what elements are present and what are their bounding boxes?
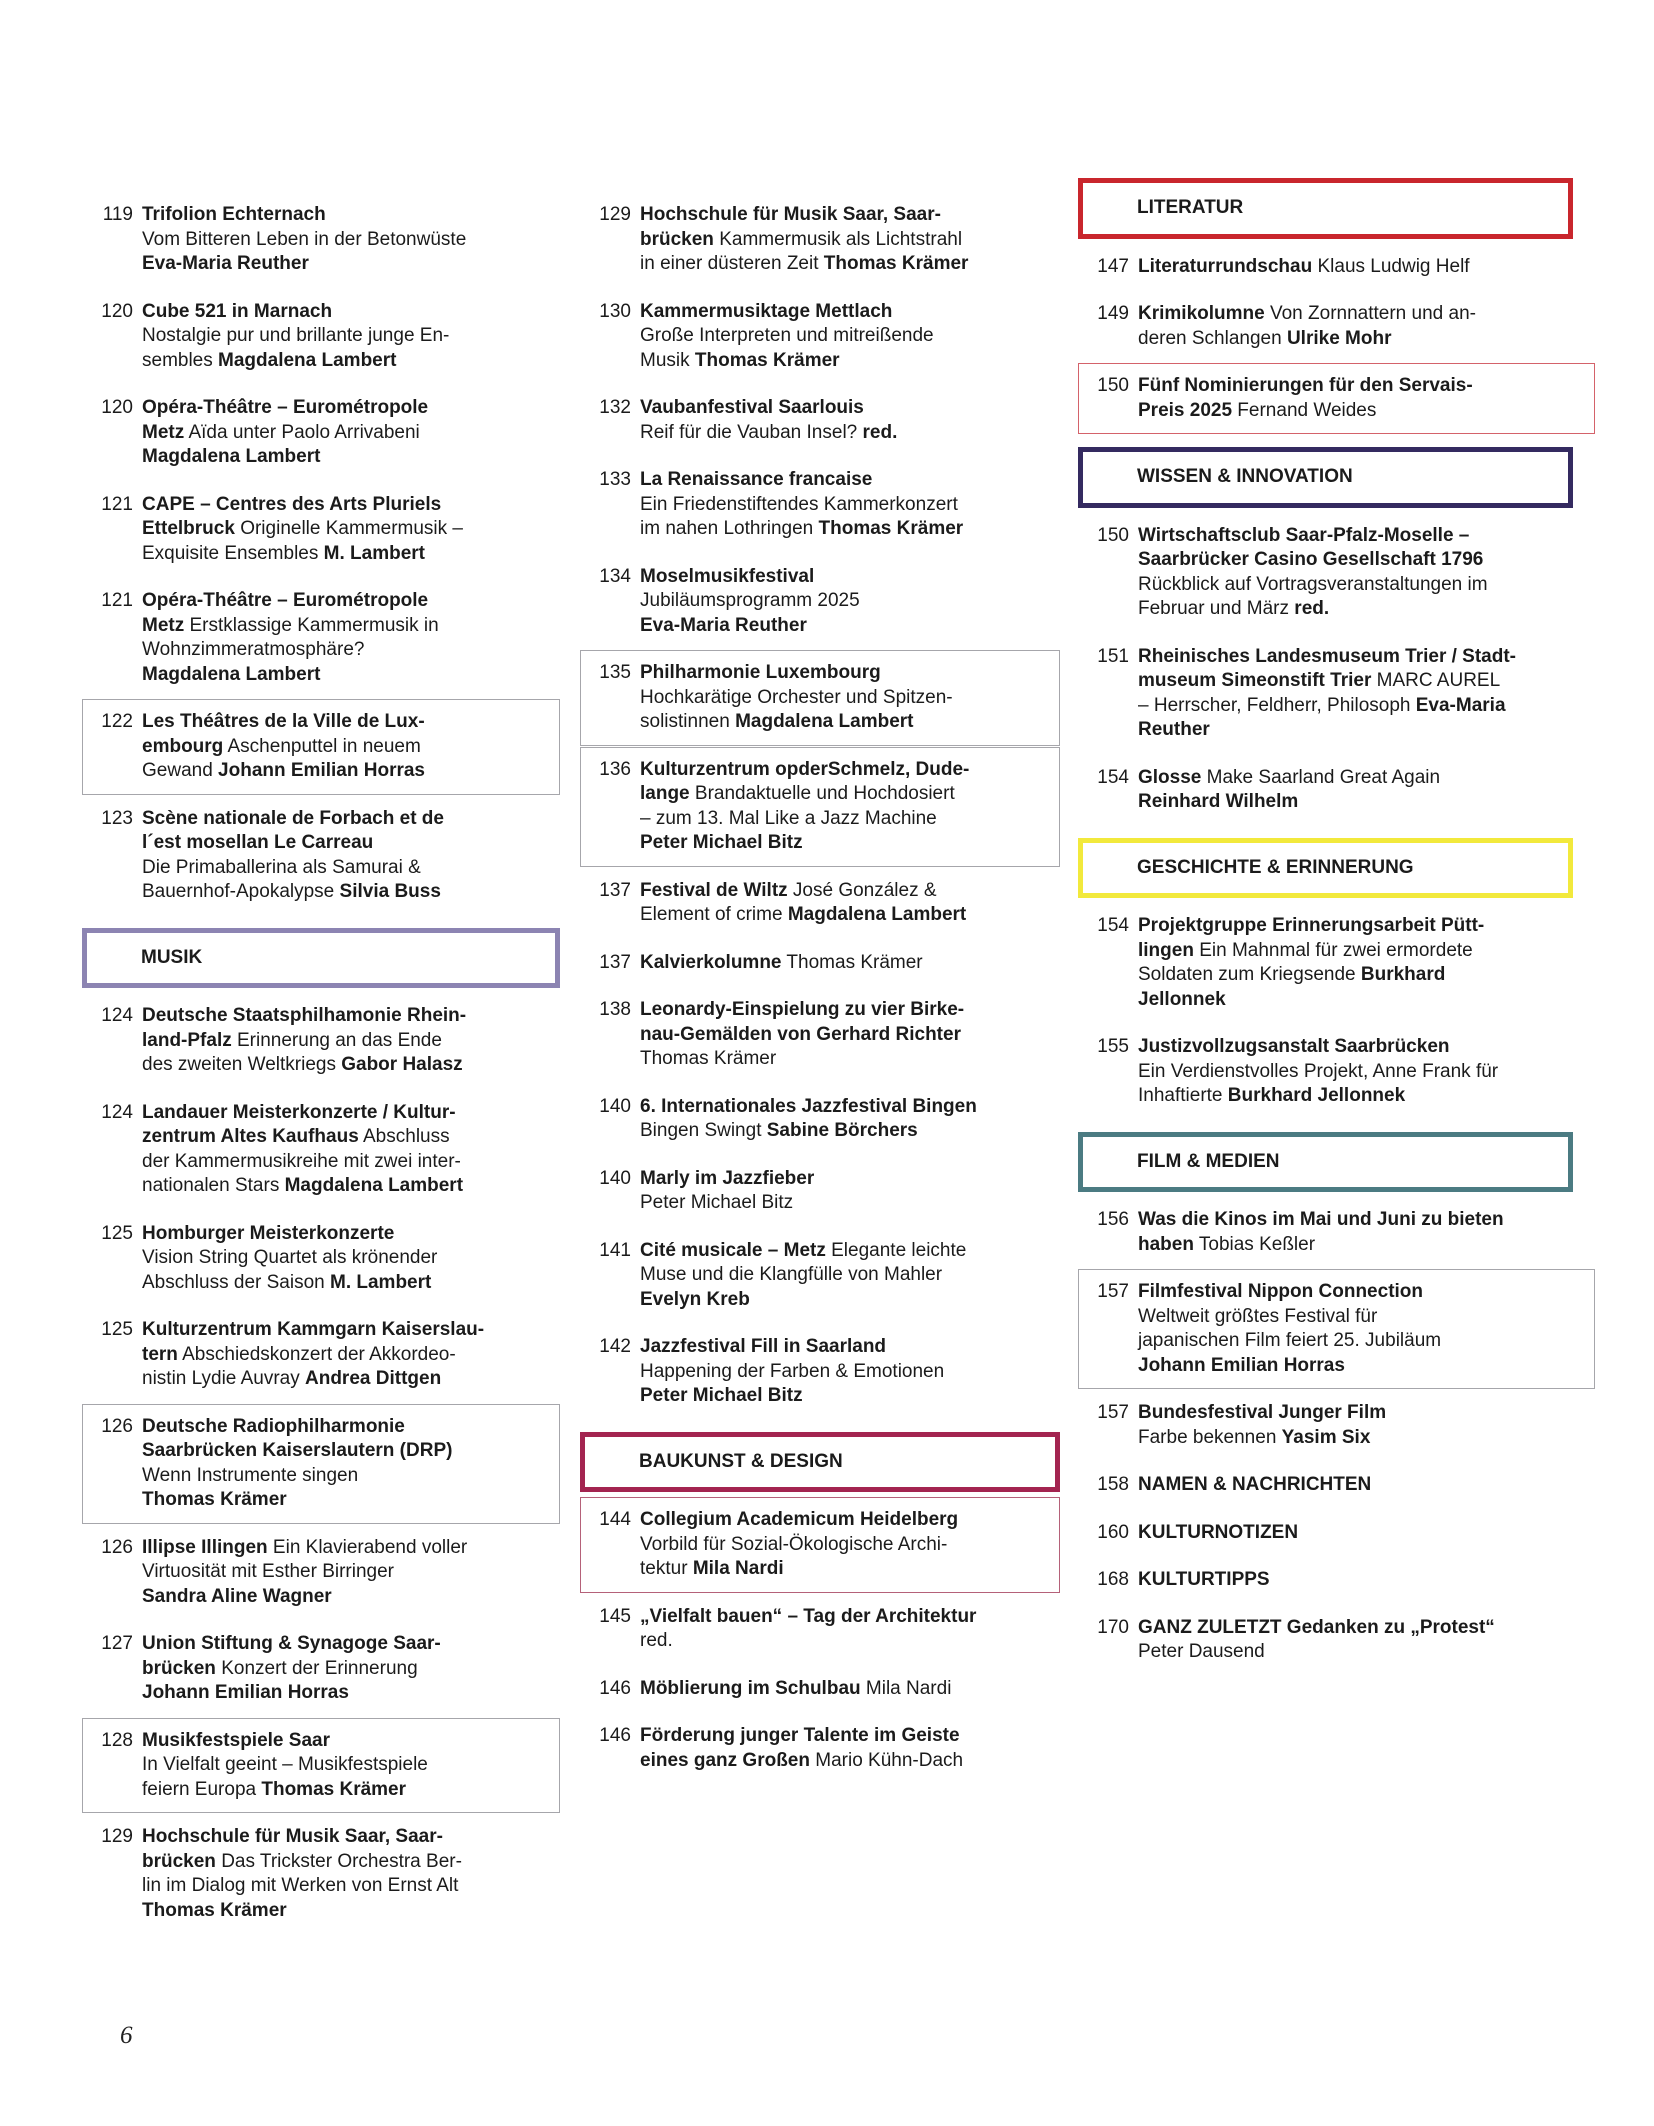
entry-text — [1138, 255, 1595, 280]
toc-entry — [586, 468, 1060, 542]
entry-line: Justizvollzugsanstalt Saarbrücken — [1138, 1036, 1450, 1057]
entry-page-number: 160 — [1097, 1521, 1129, 1543]
entry-line: Virtuosität mit Esther Birringer — [142, 1561, 395, 1582]
toc-entry — [88, 1222, 560, 1296]
entry-line: brücken Konzert der Erinnerung — [142, 1657, 418, 1679]
entry-page-number: 124 — [101, 1005, 133, 1026]
entry-line: Deutsche Staatsphilhamonie Rhein- — [142, 1005, 467, 1026]
entry-line: Union Stiftung & Synagoge Saar- — [142, 1633, 441, 1654]
toc-entry — [88, 396, 560, 470]
entry-text — [142, 1222, 560, 1296]
entry-text — [142, 396, 560, 470]
entry-line: Wirtschaftsclub Saar-Pfalz-Moselle – — [1138, 524, 1470, 546]
entry-line: Bundesfestival Junger Film — [1138, 1402, 1387, 1423]
entry-text — [142, 1536, 560, 1610]
entry-line: Homburger Meisterkonzerte — [142, 1222, 395, 1244]
entry-page-number: 120 — [101, 397, 133, 418]
entry-line: japanischen Film feiert 25. Jubiläum — [1138, 1330, 1442, 1351]
entry-text — [1138, 1473, 1595, 1498]
entry-line: Johann Emilian Horras — [142, 1682, 349, 1703]
entry-line: Happening der Farben & Emotionen — [640, 1360, 945, 1382]
entry-page-number: 134 — [599, 565, 631, 587]
entry-text — [142, 493, 560, 567]
entry-line: Les Théâtres de la Ville de Lux- — [142, 711, 425, 732]
entry-line: Eva-Maria Reuther — [142, 253, 309, 274]
entry-line: Preis 2025 Fernand Weides — [1138, 399, 1377, 421]
toc-entry — [1084, 1208, 1595, 1257]
entry-line: KULTURTIPPS — [1138, 1569, 1270, 1590]
entry-line: Evelyn Kreb — [640, 1288, 750, 1310]
entry-line: Peter Michael Bitz — [640, 832, 803, 853]
section-header-film-medien — [1078, 1132, 1573, 1193]
entry-line: lingen Ein Mahnmal für zwei ermordete — [1138, 939, 1473, 961]
toc-entry — [1084, 1616, 1595, 1665]
entry-line: Marly im Jazzfieber — [640, 1167, 815, 1189]
entry-line: Wohnzimmeratmosphäre? — [142, 639, 365, 660]
entry-page-number: 149 — [1097, 303, 1129, 324]
entry-line: embourg Aschenputtel in neuem — [142, 735, 421, 757]
toc-entry — [1084, 914, 1595, 1012]
toc-entry — [586, 1335, 1060, 1409]
entry-line: Metz Erstklassige Kammermusik in — [142, 614, 439, 636]
entry-line: Krimikolumne Von Zornnattern und an- — [1138, 303, 1476, 324]
section-label: FILM & MEDIEN — [1137, 1150, 1280, 1172]
toc-entry — [586, 1677, 1060, 1702]
entry-line: land-Pfalz Erinnerung an das Ende — [142, 1029, 442, 1051]
entry-line: Peter Michael Bitz — [640, 1385, 803, 1406]
toc-entry — [82, 699, 560, 795]
entry-line: eines ganz Großen Mario Kühn-Dach — [640, 1749, 964, 1771]
entry-page-number: 140 — [599, 1167, 631, 1189]
entry-page-number: 121 — [101, 493, 133, 515]
entry-page-number: 135 — [599, 662, 631, 683]
entry-line: Exquisite Ensembles M. Lambert — [142, 542, 426, 564]
entry-line: Thomas Krämer — [142, 1489, 287, 1510]
entry-text — [142, 300, 560, 374]
entry-line: Cube 521 in Marnach — [142, 300, 333, 322]
toc-entry — [88, 1318, 560, 1392]
entry-page-number: 138 — [599, 999, 631, 1020]
entry-page-number: 123 — [101, 807, 133, 829]
entry-line: Peter Dausend — [1138, 1641, 1265, 1662]
toc-entry — [88, 1825, 560, 1923]
entry-line: red. — [640, 1630, 673, 1651]
entry-line: 6. Internationales Jazzfestival Bingen — [640, 1095, 977, 1117]
entry-line: Hochkarätige Orchester und Spitzen- — [640, 686, 953, 708]
entry-text — [640, 951, 1060, 976]
entry-line: Musikfestspiele Saar — [142, 1729, 330, 1751]
toc-entry — [580, 650, 1060, 746]
toc-entry — [88, 1101, 560, 1199]
entry-line: Große Interpreten und mitreißende — [640, 325, 934, 346]
toc-entry — [586, 300, 1060, 374]
entry-text — [640, 396, 1060, 445]
entry-page-number: 170 — [1097, 1616, 1129, 1638]
entry-text — [640, 565, 1060, 639]
entry-text — [142, 1825, 560, 1923]
entry-page-number: 125 — [101, 1319, 133, 1340]
toc-entry — [88, 1004, 560, 1078]
page-number: 6 — [120, 2022, 133, 2049]
toc-entry — [586, 1167, 1060, 1216]
entry-line: deren Schlangen Ulrike Mohr — [1138, 327, 1392, 349]
toc-entry — [88, 300, 560, 374]
entry-line: haben Tobias Keßler — [1138, 1233, 1316, 1255]
entry-line: tektur Mila Nardi — [640, 1558, 784, 1579]
entry-line: CAPE – Centres des Arts Pluriels — [142, 493, 442, 515]
entry-text — [142, 807, 560, 905]
toc-entry — [1078, 1269, 1595, 1389]
entry-page-number: 137 — [599, 879, 631, 901]
entry-page-number: 140 — [599, 1095, 631, 1117]
entry-line: der Kammermusikreihe mit zwei inter- — [142, 1150, 461, 1172]
entry-line: Illipse Illingen Ein Klavierabend voller — [142, 1536, 468, 1558]
entry-page-number: 154 — [1097, 766, 1129, 788]
entry-page-number: 158 — [1097, 1474, 1129, 1495]
entry-line: Opéra-Théâtre – Eurométropole — [142, 397, 429, 418]
toc-entry — [88, 203, 560, 277]
toc-entry — [1084, 1401, 1595, 1450]
entry-text — [640, 1335, 1060, 1409]
entry-line: KULTURNOTIZEN — [1138, 1521, 1299, 1543]
entry-line: solistinnen Magdalena Lambert — [640, 711, 914, 732]
entry-line: zentrum Altes Kaufhaus Abschluss — [142, 1126, 450, 1147]
entry-line: Jubiläumsprogramm 2025 — [640, 590, 860, 611]
entry-page-number: 156 — [1097, 1209, 1129, 1230]
toc-entry — [586, 1095, 1060, 1144]
entry-line: des zweiten Weltkriegs Gabor Halasz — [142, 1054, 463, 1075]
entry-page-number: 132 — [599, 397, 631, 418]
entry-text — [1138, 1280, 1590, 1378]
entry-text — [142, 710, 555, 784]
entry-page-number: 119 — [102, 204, 133, 225]
entry-page-number: 129 — [599, 204, 631, 225]
entry-text — [1138, 1035, 1595, 1109]
toc-entry — [1084, 1568, 1595, 1593]
entry-text — [640, 879, 1060, 928]
section-label: BAUKUNST & DESIGN — [639, 1450, 843, 1472]
toc-entry — [88, 589, 560, 687]
toc-entry — [88, 493, 560, 567]
entry-line: Saarbrücken Kaiserslautern (DRP) — [142, 1440, 453, 1461]
entry-line: sembles Magdalena Lambert — [142, 349, 397, 371]
entry-text — [142, 1318, 560, 1392]
entry-text — [640, 1239, 1060, 1313]
entry-text — [1138, 374, 1590, 423]
toc-entry — [580, 1497, 1060, 1593]
toc-entry — [586, 203, 1060, 277]
entry-line: Trifolion Echternach — [142, 204, 326, 225]
entry-page-number: 142 — [599, 1336, 631, 1357]
entry-page-number: 155 — [1097, 1036, 1129, 1057]
entry-line: Thomas Krämer — [640, 1048, 777, 1069]
entry-page-number: 125 — [101, 1222, 133, 1244]
toc-entry — [586, 1239, 1060, 1313]
entry-text — [142, 1632, 560, 1706]
entry-page-number: 133 — [599, 469, 631, 490]
toc-entry — [586, 1724, 1060, 1773]
entry-line: Moselmusikfestival — [640, 565, 815, 587]
toc-entry — [1084, 1035, 1595, 1109]
entry-line: Wenn Instrumente singen — [142, 1464, 359, 1486]
entry-line: Opéra-Théâtre – Eurométropole — [142, 590, 429, 611]
toc-entry — [586, 998, 1060, 1072]
entry-page-number: 136 — [599, 758, 631, 780]
entry-line: Scène nationale de Forbach et de — [142, 807, 444, 829]
entry-line: Jellonnek — [1138, 988, 1226, 1010]
entry-text — [1138, 302, 1595, 351]
entry-line: Inhaftierte Burkhard Jellonnek — [1138, 1085, 1406, 1106]
entry-line: Eva-Maria Reuther — [640, 614, 807, 636]
entry-line: lin im Dialog mit Werken von Ernst Alt — [142, 1875, 459, 1896]
entry-page-number: 147 — [1097, 255, 1129, 277]
entry-page-number: 157 — [1097, 1402, 1129, 1423]
entry-page-number: 157 — [1097, 1281, 1129, 1302]
entry-text — [1138, 1616, 1595, 1665]
section-label: WISSEN & INNOVATION — [1137, 466, 1353, 487]
entry-page-number: 122 — [101, 711, 133, 732]
entry-line: Sandra Aline Wagner — [142, 1585, 332, 1607]
entry-line: lange Brandaktuelle und Hochdosiert — [640, 783, 955, 804]
entry-text — [1138, 914, 1595, 1012]
entry-page-number: 141 — [599, 1239, 631, 1261]
entry-line: Bingen Swingt Sabine Börchers — [640, 1120, 918, 1141]
entry-text — [640, 998, 1060, 1072]
entry-text — [640, 1095, 1060, 1144]
entry-page-number: 130 — [599, 300, 631, 322]
entry-line: Johann Emilian Horras — [1138, 1354, 1345, 1376]
entry-line: Vision String Quartet als krönender — [142, 1247, 438, 1268]
toc-entry — [82, 1404, 560, 1524]
toc-entry — [586, 879, 1060, 928]
entry-line: Thomas Krämer — [142, 1899, 287, 1921]
entry-text — [1138, 1568, 1595, 1593]
entry-line: Farbe bekennen Yasim Six — [1138, 1426, 1371, 1448]
entry-line: nau-Gemälden von Gerhard Richter — [640, 1023, 961, 1045]
entry-line: Vorbild für Sozial-Ökologische Archi- — [640, 1533, 948, 1555]
toc-entry — [586, 565, 1060, 639]
section-label: GESCHICHTE & ERINNERUNG — [1137, 856, 1414, 878]
entry-line: in einer düsteren Zeit Thomas Krämer — [640, 253, 969, 274]
entry-line: Element of crime Magdalena Lambert — [640, 904, 967, 925]
entry-line: Ein Friedenstiftendes Kammerkonzert — [640, 493, 958, 515]
entry-line: Metz Aïda unter Paolo Arrivabeni — [142, 421, 420, 443]
entry-text — [640, 1508, 1055, 1582]
entry-page-number: 120 — [101, 300, 133, 322]
section-header-musik — [82, 928, 560, 989]
entry-line: nistin Lydie Auvray Andrea Dittgen — [142, 1368, 442, 1389]
toc-entry — [1084, 1473, 1595, 1498]
entry-text — [1138, 1401, 1595, 1450]
section-header-geschichte-erinnerung — [1078, 838, 1573, 899]
entry-page-number: 121 — [101, 590, 133, 611]
entry-line: GANZ ZULETZT Gedanken zu „Protest“ — [1138, 1616, 1495, 1638]
toc-entry — [580, 747, 1060, 867]
entry-line: Cité musicale – Metz Elegante leichte — [640, 1239, 967, 1261]
entry-text — [640, 758, 1055, 856]
entry-text — [640, 661, 1055, 735]
entry-text — [640, 1167, 1060, 1216]
entry-page-number: 146 — [599, 1725, 631, 1746]
entry-page-number: 146 — [599, 1677, 631, 1699]
entry-line: Bauernhof-Apokalypse Silvia Buss — [142, 881, 441, 902]
entry-line: Vaubanfestival Saarlouis — [640, 397, 864, 418]
toc-entry — [586, 1605, 1060, 1654]
toc-entry — [1078, 363, 1595, 434]
entry-page-number: 145 — [599, 1605, 631, 1627]
toc-entry — [586, 951, 1060, 976]
entry-line: – zum 13. Mal Like a Jazz Machine — [640, 807, 937, 829]
entry-page-number: 129 — [101, 1826, 133, 1847]
entry-line: Filmfestival Nippon Connection — [1138, 1281, 1424, 1302]
entry-line: Reinhard Wilhelm — [1138, 791, 1299, 812]
entry-page-number: 137 — [599, 951, 631, 973]
entry-line: Abschluss der Saison M. Lambert — [142, 1271, 432, 1293]
entry-text — [142, 1004, 560, 1078]
toc-entry — [1084, 255, 1595, 280]
entry-line: brücken Das Trickster Orchestra Ber- — [142, 1850, 462, 1872]
entry-line: Projektgruppe Erinnerungsarbeit Pütt- — [1138, 915, 1485, 936]
toc-entry — [1084, 766, 1595, 815]
entry-line: Saarbrücker Casino Gesellschaft 1796 — [1138, 549, 1484, 570]
entry-line: Rheinisches Landesmuseum Trier / Stadt- — [1138, 645, 1516, 667]
entry-text — [142, 1101, 560, 1199]
entry-line: – Herrscher, Feldherr, Philosoph Eva-Maria — [1138, 694, 1506, 716]
entry-line: Gewand Johann Emilian Horras — [142, 760, 425, 781]
entry-line: Literaturrundschau Klaus Ludwig Helf — [1138, 255, 1470, 277]
entry-text — [1138, 645, 1595, 743]
entry-line: Was die Kinos im Mai und Juni zu bieten — [1138, 1209, 1504, 1230]
entry-line: tern Abschiedskonzert der Akkordeo- — [142, 1343, 456, 1365]
entry-line: Kalvierkolumne Thomas Krämer — [640, 951, 923, 973]
entry-line: Ettelbruck Originelle Kammermusik – — [142, 518, 463, 539]
toc-entry — [88, 807, 560, 905]
entry-line: Möblierung im Schulbau Mila Nardi — [640, 1677, 952, 1699]
entry-line: Fünf Nominierungen für den Servais- — [1138, 375, 1473, 396]
entry-line: Nostalgie pur und brillante junge En- — [142, 325, 450, 346]
entry-line: „Vielfalt bauen“ – Tag der Architektur — [640, 1605, 977, 1627]
toc-entry — [1084, 524, 1595, 622]
entry-page-number: 128 — [101, 1729, 133, 1751]
entry-text — [640, 1677, 1060, 1702]
toc-entry — [586, 396, 1060, 445]
entry-line: Musik Thomas Krämer — [640, 349, 840, 371]
entry-text — [142, 1729, 555, 1803]
entry-page-number: 151 — [1097, 645, 1129, 667]
entry-line: NAMEN & NACHRICHTEN — [1138, 1474, 1372, 1495]
toc-entry — [1084, 645, 1595, 743]
entry-line: Rückblick auf Vortragsveranstaltungen im — [1138, 573, 1488, 595]
entry-line: In Vielfalt geeint – Musikfestspiele — [142, 1754, 428, 1775]
entry-line: Reif für die Vauban Insel? red. — [640, 421, 898, 443]
section-label: MUSIK — [141, 946, 203, 968]
entry-text — [640, 300, 1060, 374]
entry-page-number: 168 — [1097, 1569, 1129, 1590]
entry-text — [142, 1415, 555, 1513]
entry-line: Leonardy-Einspielung zu vier Birke- — [640, 999, 965, 1020]
section-header-literatur — [1078, 178, 1573, 239]
entry-line: Die Primaballerina als Samurai & — [142, 856, 421, 878]
entry-line: Reuther — [1138, 719, 1210, 740]
toc-entry — [1084, 1521, 1595, 1546]
entry-text — [142, 589, 560, 687]
entry-line: Festival de Wiltz José González & — [640, 879, 937, 901]
entry-line: Magdalena Lambert — [142, 446, 321, 467]
toc-column-2 — [586, 203, 1060, 1796]
entry-line: l´est mosellan Le Carreau — [142, 832, 374, 853]
entry-line: Vom Bitteren Leben in der Betonwüste — [142, 228, 467, 250]
entry-line: Soldaten zum Kriegsende Burkhard — [1138, 964, 1446, 985]
entry-page-number: 124 — [101, 1101, 133, 1123]
entry-line: Peter Michael Bitz — [640, 1192, 794, 1213]
entry-text — [640, 203, 1060, 277]
entry-page-number: 126 — [101, 1415, 133, 1437]
entry-line: Ein Verdienstvolles Projekt, Anne Frank für — [1138, 1060, 1499, 1082]
toc-entry — [1084, 302, 1595, 351]
entry-text — [1138, 1521, 1595, 1546]
entry-page-number: 126 — [101, 1536, 133, 1558]
entry-text — [640, 1724, 1060, 1773]
entry-line: Weltweit größtes Festival für — [1138, 1305, 1378, 1327]
entry-line: Hochschule für Musik Saar, Saar- — [142, 1826, 443, 1847]
entry-text — [640, 468, 1060, 542]
entry-line: Kulturzentrum opderSchmelz, Dude- — [640, 758, 970, 780]
entry-line: Februar und März red. — [1138, 598, 1330, 619]
entry-line: La Renaissance francaise — [640, 469, 873, 490]
toc-column-1 — [88, 203, 560, 1946]
toc-entry — [82, 1718, 560, 1814]
entry-line: Landauer Meisterkonzerte / Kultur- — [142, 1101, 456, 1123]
toc-entry — [88, 1632, 560, 1706]
entry-text — [142, 203, 560, 277]
entry-line: Förderung junger Talente im Geiste — [640, 1725, 960, 1746]
entry-line: Deutsche Radiophilharmonie — [142, 1415, 405, 1437]
entry-line: Magdalena Lambert — [142, 663, 321, 685]
entry-page-number: 154 — [1097, 915, 1129, 936]
entry-text — [640, 1605, 1060, 1654]
entry-line: Jazzfestival Fill in Saarland — [640, 1336, 887, 1357]
entry-page-number: 127 — [101, 1633, 133, 1654]
entry-line: Philharmonie Luxembourg — [640, 662, 881, 683]
entry-page-number: 150 — [1097, 375, 1129, 396]
entry-line: Kulturzentrum Kammgarn Kaiserslau- — [142, 1319, 485, 1340]
section-header-baukunst-design — [580, 1432, 1060, 1493]
section-label: LITERATUR — [1137, 197, 1244, 218]
entry-line: Kammermusiktage Mettlach — [640, 300, 893, 322]
entry-line: Muse und die Klangfülle von Mahler — [640, 1264, 943, 1285]
entry-text — [1138, 524, 1595, 622]
entry-line: brücken Kammermusik als Lichtstrahl — [640, 228, 963, 250]
entry-line: Collegium Academicum Heidelberg — [640, 1509, 959, 1530]
section-header-wissen-innovation — [1078, 447, 1573, 508]
entry-text — [1138, 1208, 1595, 1257]
entry-line: Glosse Make Saarland Great Again — [1138, 766, 1441, 788]
entry-line: Hochschule für Musik Saar, Saar- — [640, 204, 941, 225]
entry-line: feiern Europa Thomas Krämer — [142, 1778, 407, 1800]
entry-page-number: 150 — [1097, 524, 1129, 546]
entry-line: nationalen Stars Magdalena Lambert — [142, 1175, 464, 1196]
entry-page-number: 144 — [599, 1509, 631, 1530]
entry-line: museum Simeonstift Trier MARC AUREL — [1138, 670, 1501, 691]
entry-line: im nahen Lothringen Thomas Krämer — [640, 518, 964, 539]
toc-column-3 — [1084, 178, 1595, 1688]
toc-entry — [88, 1536, 560, 1610]
entry-text — [1138, 766, 1595, 815]
